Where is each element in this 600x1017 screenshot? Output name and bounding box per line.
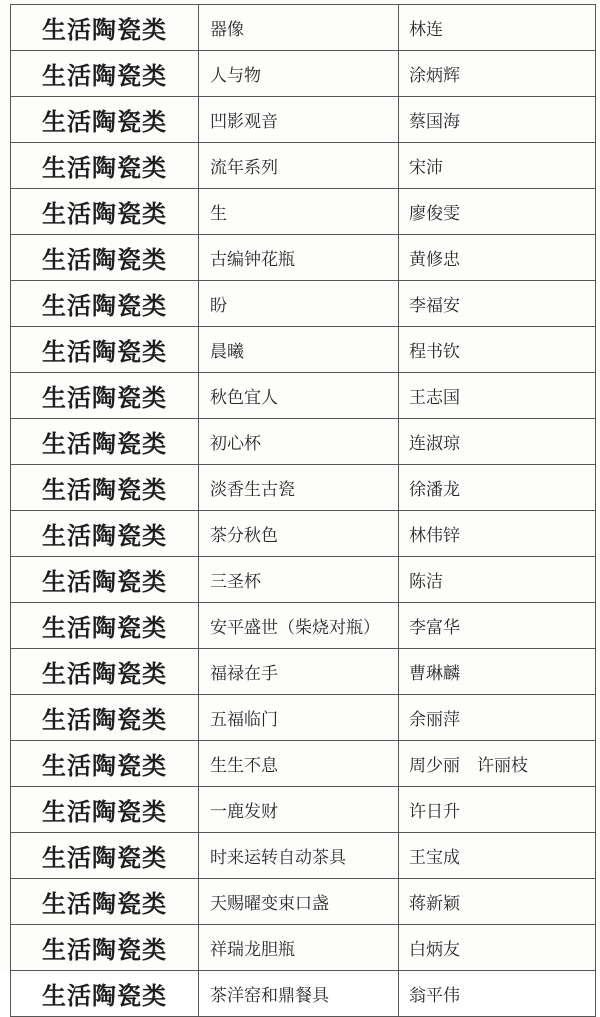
author-cell: 周少丽 许丽枝 (399, 741, 596, 787)
author-cell: 曹琳麟 (399, 649, 596, 695)
work-title-cell: 三圣杯 (199, 557, 399, 603)
table-body (11, 5, 596, 1017)
work-title-cell: 生生不息 (199, 741, 399, 787)
table-row (11, 695, 596, 741)
author-cell: 陈洁 (399, 557, 596, 603)
category-cell: 生活陶瓷类 (11, 787, 199, 833)
work-title-cell: 凹影观音 (199, 97, 399, 143)
category-cell: 生活陶瓷类 (11, 327, 199, 373)
table-row (11, 879, 596, 925)
table-row (11, 557, 596, 603)
work-title-cell: 茶洋窑和鼎餐具 (199, 971, 399, 1017)
category-cell: 生活陶瓷类 (11, 143, 199, 189)
category-cell: 生活陶瓷类 (11, 511, 199, 557)
table-row (11, 511, 596, 557)
author-cell: 廖俊雯 (399, 189, 596, 235)
work-title-cell: 茶分秋色 (199, 511, 399, 557)
work-title-cell: 安平盛世（柴烧对瓶） (199, 603, 399, 649)
table-row (11, 649, 596, 695)
work-title-cell: 天赐曜变束口盏 (199, 879, 399, 925)
category-cell: 生活陶瓷类 (11, 557, 199, 603)
author-cell: 宋沛 (399, 143, 596, 189)
table-row (11, 741, 596, 787)
category-cell: 生活陶瓷类 (11, 419, 199, 465)
work-title-cell: 古编钟花瓶 (199, 235, 399, 281)
author-cell: 程书钦 (399, 327, 596, 373)
category-cell: 生活陶瓷类 (11, 51, 199, 97)
category-cell: 生活陶瓷类 (11, 5, 199, 51)
ceramics-award-table (10, 4, 596, 1017)
author-cell: 李福安 (399, 281, 596, 327)
work-title-cell: 生 (199, 189, 399, 235)
category-cell: 生活陶瓷类 (11, 741, 199, 787)
work-title-cell: 一鹿发财 (199, 787, 399, 833)
table-row (11, 327, 596, 373)
author-cell: 林连 (399, 5, 596, 51)
category-cell: 生活陶瓷类 (11, 281, 199, 327)
category-cell: 生活陶瓷类 (11, 603, 199, 649)
work-title-cell: 秋色宜人 (199, 373, 399, 419)
work-title-cell: 五福临门 (199, 695, 399, 741)
table-row (11, 419, 596, 465)
author-cell: 李富华 (399, 603, 596, 649)
category-cell: 生活陶瓷类 (11, 373, 199, 419)
category-cell: 生活陶瓷类 (11, 925, 199, 971)
table-row (11, 189, 596, 235)
work-title-cell: 器像 (199, 5, 399, 51)
category-cell: 生活陶瓷类 (11, 235, 199, 281)
category-cell: 生活陶瓷类 (11, 189, 199, 235)
work-title-cell: 淡香生古瓷 (199, 465, 399, 511)
table-row (11, 143, 596, 189)
author-cell: 黄修忠 (399, 235, 596, 281)
table-row (11, 603, 596, 649)
table-row (11, 5, 596, 51)
author-cell: 徐潘龙 (399, 465, 596, 511)
table-row (11, 235, 596, 281)
author-cell: 涂炳辉 (399, 51, 596, 97)
work-title-cell: 盼 (199, 281, 399, 327)
table-row (11, 51, 596, 97)
category-cell: 生活陶瓷类 (11, 833, 199, 879)
category-cell: 生活陶瓷类 (11, 465, 199, 511)
work-title-cell: 初心杯 (199, 419, 399, 465)
author-cell: 连淑琼 (399, 419, 596, 465)
table-row (11, 97, 596, 143)
category-cell: 生活陶瓷类 (11, 649, 199, 695)
author-cell: 王志国 (399, 373, 596, 419)
work-title-cell: 时来运转自动茶具 (199, 833, 399, 879)
table-row (11, 925, 596, 971)
author-cell: 蔡国海 (399, 97, 596, 143)
table-row (11, 465, 596, 511)
work-title-cell: 人与物 (199, 51, 399, 97)
category-cell: 生活陶瓷类 (11, 879, 199, 925)
table-row (11, 281, 596, 327)
work-title-cell: 流年系列 (199, 143, 399, 189)
table-row (11, 971, 596, 1017)
author-cell: 翁平伟 (399, 971, 596, 1017)
work-title-cell: 福禄在手 (199, 649, 399, 695)
author-cell: 许日升 (399, 787, 596, 833)
category-cell: 生活陶瓷类 (11, 695, 199, 741)
table-row (11, 373, 596, 419)
category-cell: 生活陶瓷类 (11, 971, 199, 1017)
author-cell: 余丽萍 (399, 695, 596, 741)
work-title-cell: 晨曦 (199, 327, 399, 373)
author-cell: 白炳友 (399, 925, 596, 971)
author-cell: 蒋新颖 (399, 879, 596, 925)
author-cell: 林伟锌 (399, 511, 596, 557)
author-cell: 王宝成 (399, 833, 596, 879)
category-cell: 生活陶瓷类 (11, 97, 199, 143)
table-row (11, 833, 596, 879)
table-row (11, 787, 596, 833)
work-title-cell: 祥瑞龙胆瓶 (199, 925, 399, 971)
